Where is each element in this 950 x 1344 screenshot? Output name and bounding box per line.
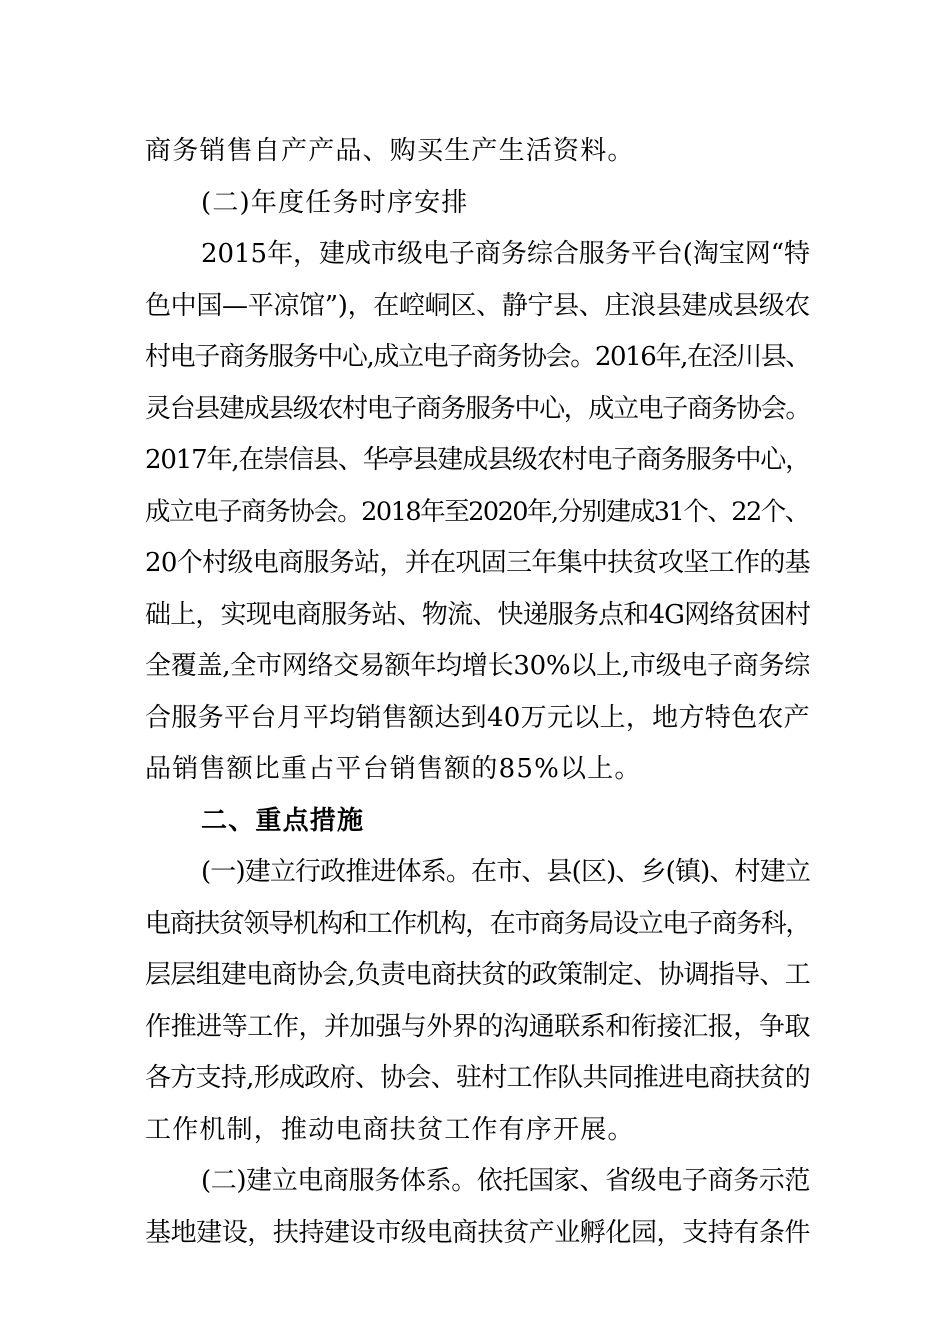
text-line: 2015年，建成市级电子商务综合服务平台(淘宝网“特 (201, 239, 810, 269)
section-heading-key-measures (145, 796, 810, 848)
text-line: 商务销售自产产品、购买生产生活资料。 (145, 136, 635, 166)
text-line: 各方支持,形成政府、协会、驻村工作队共同推进电商扶贫的 (145, 1063, 810, 1093)
text-line: 灵台县建成县级农村电子商务服务中心，成立电子商务协会。 (145, 393, 810, 424)
text-line: 村电子商务服务中心,成立电子商务协会。2016年,在泾川县、 (145, 342, 810, 372)
text-line: 电商扶贫领导机构和工作机构，在市商务局设立电子商务科， (145, 908, 810, 939)
text-line: (二)建立电商服务体系。依托国家、省级电子商务示范 (201, 1166, 810, 1196)
text-line: 合服务平台月平均销售额达到40万元以上，地方特色农产 (145, 702, 810, 733)
text-line: 础上，实现电商服务站、物流、快递服务点和4G网络贫困村 (145, 599, 810, 630)
text-line: 作推进等工作，并加强与外界的沟通联系和衔接汇报，争取 (145, 1011, 810, 1042)
text-line: 品销售额比重占平台销售额的85%以上。 (145, 754, 642, 784)
paragraph-schedule (145, 229, 810, 796)
text-line: (一)建立行政推进体系。在市、县(区)、乡(镇)、村建立 (201, 857, 810, 887)
paragraph-service-system (145, 1156, 810, 1259)
text-line: 色中国—平凉馆”)，在崆峒区、静宁县、庄浪县建成县级农 (145, 290, 810, 321)
text-line: 20个村级电商服务站，并在巩固三年集中扶贫攻坚工作的基 (145, 548, 810, 578)
text-line: 基地建设，扶持建设市级电商扶贫产业孵化园，支持有条件 (145, 1217, 810, 1248)
paragraph-admin-system (145, 847, 810, 1156)
text-line: (二)年度任务时序安排 (201, 187, 469, 218)
text-line: 2017年,在崇信县、华亭县建成县级农村电子商务服务中心， (145, 445, 810, 475)
text-line: 二、重点措施 (201, 805, 365, 836)
text-line: 工作机制，推动电商扶贫工作有序开展。 (145, 1114, 635, 1145)
document-body (145, 126, 810, 1259)
text-line: 层层组建电商协会,负责电商扶贫的政策制定、协调指导、工 (145, 960, 810, 990)
paragraph-continuation (145, 126, 810, 178)
text-line: 全覆盖,全市网络交易额年均增长30%以上,市级电子商务综 (145, 651, 810, 681)
subsection-heading-schedule (145, 178, 810, 230)
text-line: 成立电子商务协会。2018年至2020年,分别建成31个、22个、 (145, 496, 809, 527)
